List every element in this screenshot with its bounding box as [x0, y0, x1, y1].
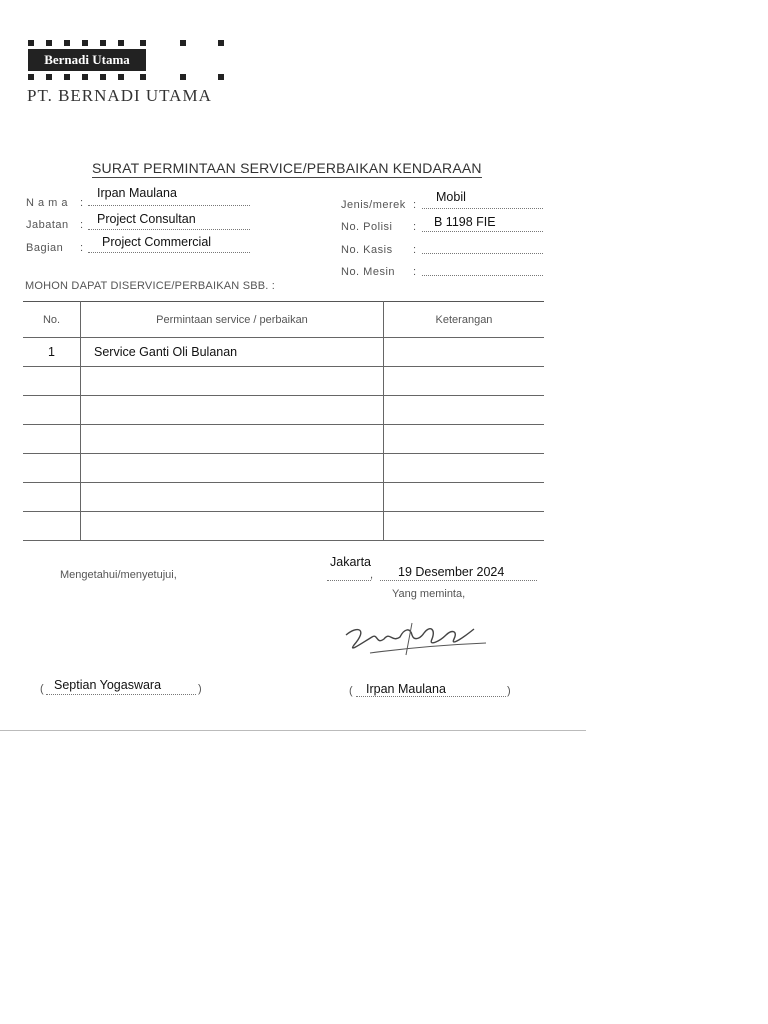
signature-image: [340, 615, 490, 665]
table-row: [23, 367, 544, 396]
table-row: [23, 396, 544, 425]
row-note: [384, 512, 545, 541]
company-badge: Bernadi Utama: [28, 49, 146, 71]
table-row: [23, 483, 544, 512]
table-header-no: No.: [23, 302, 81, 338]
kasis-label: No. Kasis: [341, 244, 393, 256]
row-no: [23, 367, 81, 396]
table-header-request: Permintaan service / perbaikan: [81, 302, 384, 338]
company-logo: [28, 40, 224, 82]
mesin-label: No. Mesin: [341, 266, 396, 278]
approver-dotted-line: [46, 694, 196, 695]
mesin-dotted-line: [422, 275, 543, 276]
row-request: [81, 512, 384, 541]
row-no: [23, 483, 81, 512]
row-no: [23, 512, 81, 541]
jabatan-value: Project Consultan: [97, 212, 196, 226]
row-no: 1: [23, 338, 81, 367]
row-request: Service Ganti Oli Bulanan: [81, 338, 384, 367]
request-heading: MOHON DAPAT DISERVICE/PERBAIKAN SBB. :: [25, 280, 276, 292]
bagian-label: Bagian: [26, 242, 64, 254]
document-title: SURAT PERMINTAAN SERVICE/PERBAIKAN KENDARAAN: [92, 160, 482, 176]
row-no: [23, 396, 81, 425]
bagian-dotted-line: [88, 252, 250, 253]
company-name: PT. BERNADI UTAMA: [27, 86, 212, 105]
city-dotted-line: [327, 580, 371, 581]
row-note: [384, 425, 545, 454]
city-value: Jakarta: [330, 555, 371, 569]
polisi-label: No. Polisi: [341, 221, 393, 233]
nama-dotted-line: [88, 205, 250, 206]
jenis-dotted-line: [422, 208, 543, 209]
jenis-value: Mobil: [436, 190, 466, 204]
nama-value: Irpan Maulana: [97, 186, 177, 200]
request-table: [23, 301, 544, 541]
row-no: [23, 454, 81, 483]
bagian-value: Project Commercial: [102, 235, 212, 249]
requester-name: Irpan Maulana: [366, 682, 446, 696]
table-row: [23, 454, 544, 483]
polisi-dotted-line: [422, 231, 543, 232]
requester-label: Yang meminta,: [392, 588, 466, 600]
approve-label: Mengetahui/menyetujui,: [60, 569, 177, 581]
table-row: [23, 425, 544, 454]
jabatan-dotted-line: [88, 229, 250, 230]
row-request: [81, 454, 384, 483]
jabatan-label: Jabatan: [26, 219, 69, 231]
approver-name: Septian Yogaswara: [54, 678, 162, 692]
table-row: [23, 512, 544, 541]
row-request: [81, 425, 384, 454]
row-no: [23, 425, 81, 454]
date-dotted-line: [380, 580, 537, 581]
nama-label: N a m a: [26, 197, 69, 209]
row-note: [384, 396, 545, 425]
page-divider: [0, 730, 586, 731]
row-note: [384, 367, 545, 396]
table-header-note: Keterangan: [384, 302, 545, 338]
row-request: [81, 367, 384, 396]
polisi-value: B 1198 FIE: [434, 215, 496, 229]
row-request: [81, 396, 384, 425]
kasis-dotted-line: [422, 253, 543, 254]
row-note: [384, 454, 545, 483]
jenis-label: Jenis/merek: [341, 199, 406, 211]
row-note: [384, 338, 545, 367]
row-note: [384, 483, 545, 512]
table-row: [23, 338, 544, 367]
date-value: 19 Desember 2024: [398, 565, 505, 579]
requester-dotted-line: [356, 696, 506, 697]
row-request: [81, 483, 384, 512]
